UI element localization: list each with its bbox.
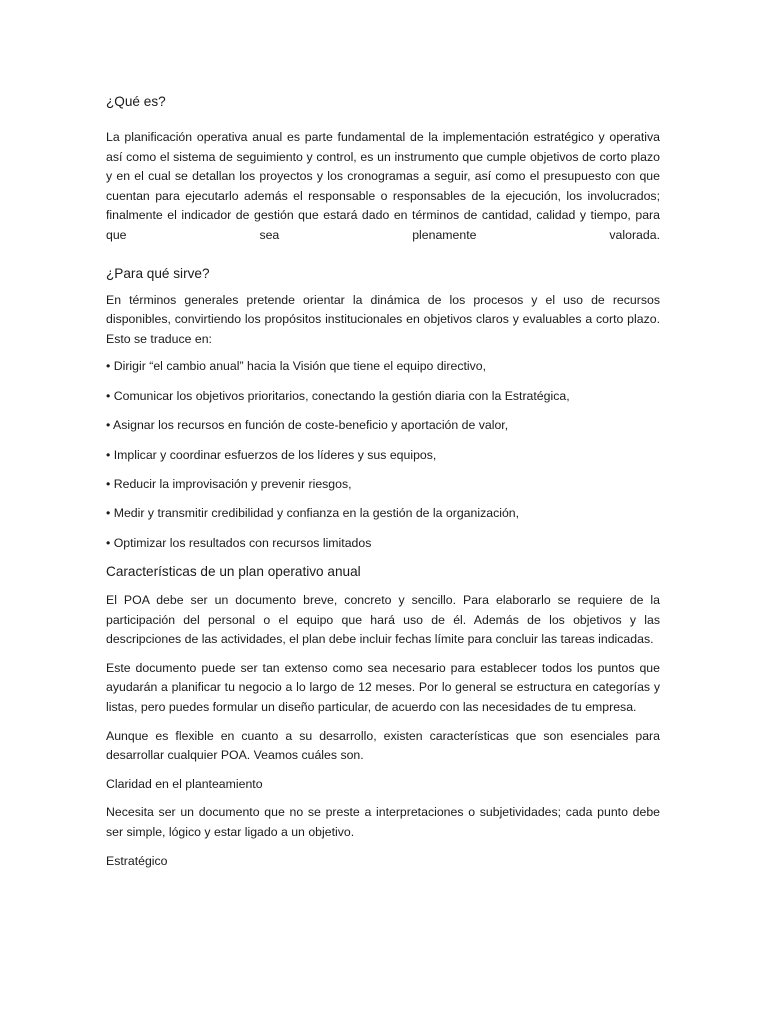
paragraph-features-2: Este documento puede ser tan extenso como sea necesario para establecer todos los puntos que ayudarán a planificar tu negocio a lo largo de 12 meses. Por lo general se estructura en categorías y listas, pero puedes formular un diseño particular, de acuerdo con las necesidades de tu empresa. (106, 660, 660, 715)
bullet-item: • Asignar los recursos en función de coste-beneficio y aportación de valor, (106, 418, 509, 433)
paragraph-features-1: El POA debe ser un documento breve, concreto y sencillo. Para elaborarlo se requiere de la participación del personal o el equipo que hará uso de él. Además de los objetivos y las descripciones de las actividades, el plan debe incluir fechas límite para concluir las tareas indicadas. (106, 593, 660, 647)
subheading-strategic: Estratégico (106, 853, 168, 868)
bullet-item: • Implicar y coordinar esfuerzos de los líderes y sus equipos, (106, 447, 437, 462)
bullet-item: • Comunicar los objetivos prioritarios, conectando la gestión diaria con la Estratégica, (106, 388, 570, 403)
paragraph-features-3: Aunque es flexible en cuanto a su desarrollo, existen características que son esenciales para desarrollar cualquier POA. Veamos cuáles son. (106, 728, 660, 763)
bullet-item: • Medir y transmitir credibilidad y confianza en la gestión de la organización, (106, 506, 520, 521)
bullet-item: • Reducir la improvisación y prevenir riesgos, (106, 476, 352, 491)
paragraph-purpose: En términos generales pretende orientar la dinámica de los procesos y el uso de recursos disponibles, convirtiendo los propósitos institucionales en objetivos claros y evaluables a corto plazo. Esto se traduce en: (106, 292, 660, 346)
heading-what-is: ¿Qué es? (106, 94, 166, 109)
subheading-clarity: Claridad en el planteamiento (106, 776, 263, 791)
bullet-item: • Dirigir “el cambio anual” hacia la Visión que tiene el equipo directivo, (106, 359, 487, 374)
heading-features: Características de un plan operativo anual (106, 564, 361, 580)
document-page (106, 86, 660, 871)
bullet-list (106, 357, 660, 553)
heading-purpose: ¿Para qué sirve? (106, 265, 210, 281)
paragraph-what-is: La planificación operativa anual es parte fundamental de la implementación estratégico y operativa así como el sistema de seguimiento y control, es un instrumento que cumple objetivos de corto plazo y en el cual se detallan los proyectos y los cronogramas a seguir, así como el presupuesto con que cuentan para ejecutarlo además el responsable o responsables de la ejecución, los involucrados; finalmente el indicador de gestión que estará dado en términos de cantidad, calidad y tiempo, para que sea plenamente valorada. (106, 130, 660, 242)
bullet-item: • Optimizar los resultados con recursos limitados (106, 535, 372, 550)
paragraph-clarity: Necesita ser un documento que no se preste a interpretaciones o subjetividades; cada punto debe ser simple, lógico y estar ligado a un objetivo. (106, 805, 660, 840)
